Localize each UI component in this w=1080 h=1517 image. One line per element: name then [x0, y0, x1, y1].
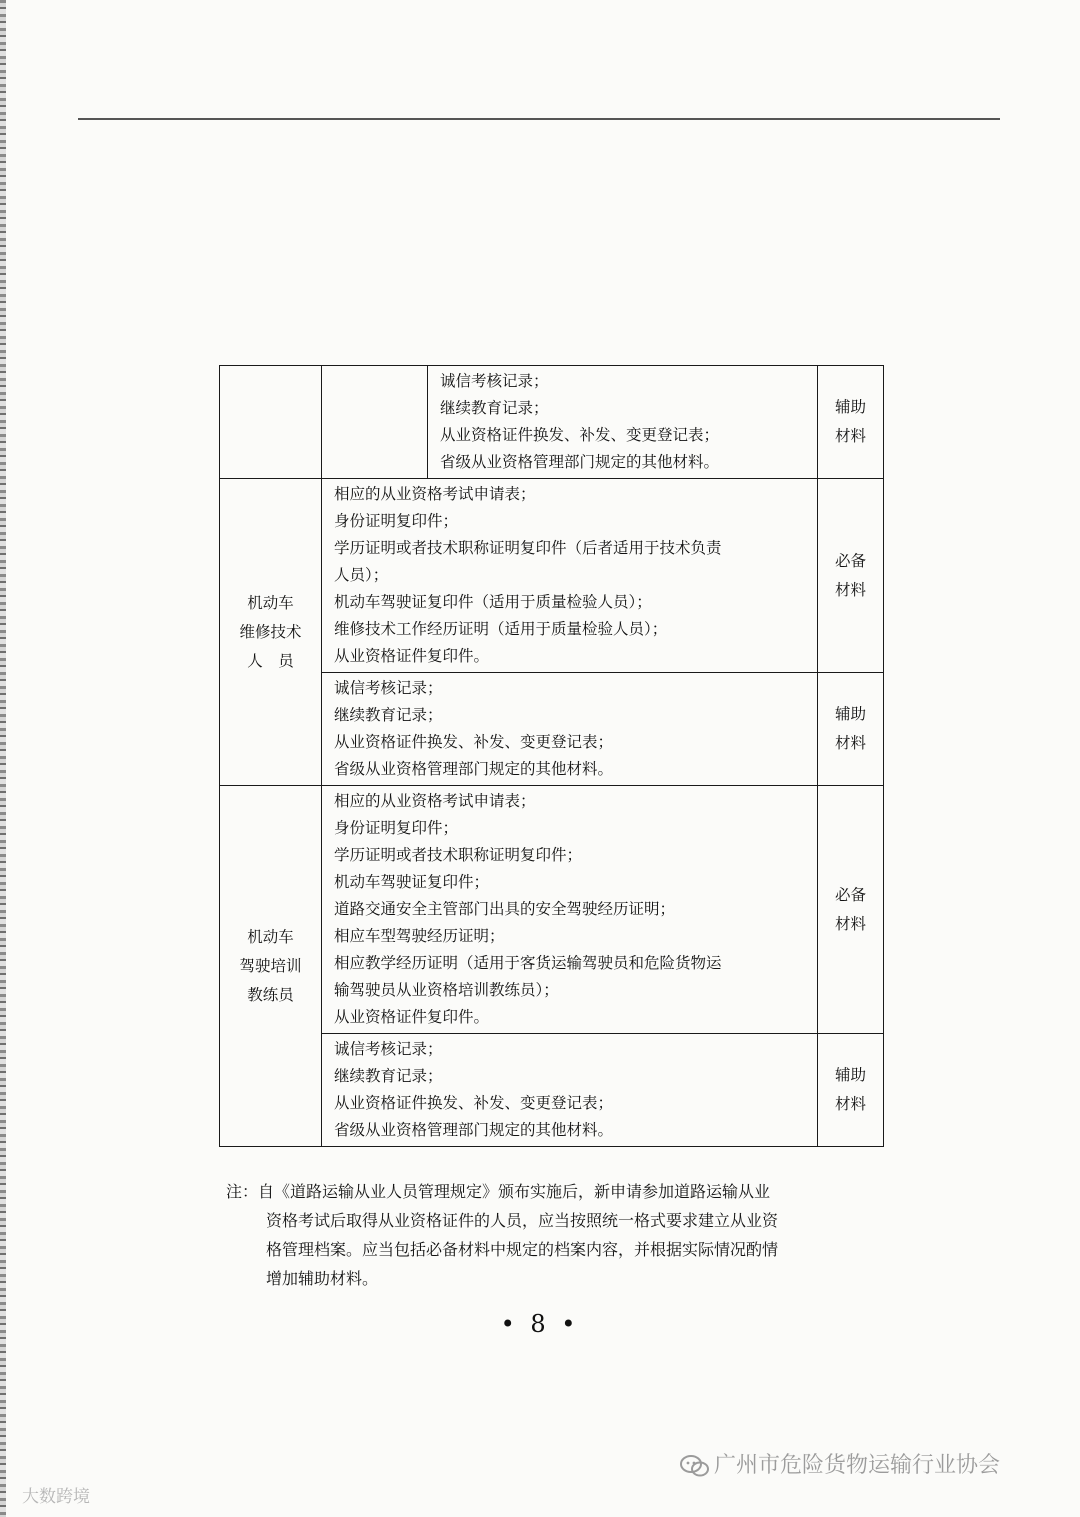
- watermark-right: [680, 1448, 1000, 1479]
- role-cell-empty: [220, 366, 322, 479]
- list-item: 相应的从业资格考试申请表；: [334, 792, 536, 810]
- header-rule: [78, 118, 1000, 120]
- material-type-cell: [818, 479, 884, 673]
- role-label: 教练员: [247, 985, 294, 1004]
- list-item: 维修技术工作经历证明（适用于质量检验人员）；: [334, 620, 668, 638]
- material-type-label: 辅助: [834, 398, 866, 416]
- table-note: [226, 1177, 886, 1293]
- material-type-label: 辅助: [834, 1066, 866, 1084]
- list-item: 省级从业资格管理部门规定的其他材料。: [334, 1121, 614, 1139]
- material-type-label: 材料: [834, 1095, 866, 1113]
- table-row-instructor-required: [220, 786, 884, 1034]
- material-type-label: 必备: [834, 885, 866, 904]
- items-cell: [322, 786, 818, 1034]
- material-type-label: 材料: [834, 734, 866, 752]
- list-item: 诚信考核记录；: [334, 1040, 443, 1058]
- list-item: 学历证明或者技术职称证明复印件（后者适用于技术负责: [334, 539, 722, 557]
- note-line: 增加辅助材料。: [266, 1269, 379, 1288]
- list-item: 身份证明复印件；: [334, 819, 459, 837]
- table-row-continuation: [220, 366, 884, 479]
- note-line: 注：自《道路运输从业人员管理规定》颁布实施后，新申请参加道路运输从业: [226, 1182, 771, 1201]
- watermark-right-text: 广州市危险货物运输行业协会: [714, 1453, 1001, 1478]
- material-type-label: 辅助: [834, 705, 866, 723]
- list-item: 从业资格证件复印件。: [334, 647, 490, 665]
- role-label: 机动车: [247, 927, 294, 946]
- role-label: 驾驶培训: [239, 956, 302, 975]
- note-line: 资格考试后取得从业资格证件的人员，应当按照统一格式要求建立从业资: [266, 1211, 779, 1230]
- list-item: 继续教育记录；: [334, 706, 443, 724]
- table-row-repair-required: [220, 479, 884, 673]
- watermark-left: 大数跨境: [22, 1487, 90, 1507]
- list-item: 人员）；: [334, 566, 389, 584]
- list-item: 从业资格证件复印件。: [334, 1008, 490, 1026]
- list-item: 从业资格证件换发、补发、变更登记表；: [334, 733, 614, 751]
- material-type-cell: [818, 1034, 884, 1147]
- list-item: 省级从业资格管理部门规定的其他材料。: [334, 760, 614, 778]
- role-cell-driving-instructor: [220, 786, 322, 1147]
- scanned-page-edge: [0, 0, 6, 1517]
- list-item: 相应车型驾驶经历证明；: [334, 927, 505, 945]
- list-item: 从业资格证件换发、补发、变更登记表；: [440, 426, 720, 444]
- blank-cell: [322, 366, 428, 479]
- role-label: 维修技术: [239, 622, 302, 641]
- items-cell: [322, 1034, 818, 1147]
- list-item: 身份证明复印件；: [334, 512, 459, 530]
- items-cell: [322, 479, 818, 673]
- material-type-label: 材料: [834, 914, 866, 933]
- material-type-label: 材料: [834, 580, 866, 599]
- note-line: 格管理档案。应当包括必备材料中规定的档案内容，并根据实际情况酌情: [266, 1240, 779, 1259]
- list-item: 相应的从业资格考试申请表；: [334, 485, 536, 503]
- list-item: 道路交通安全主管部门出具的安全驾驶经历证明；: [334, 900, 676, 918]
- list-item: 输驾驶员从业资格培训教练员）；: [334, 981, 559, 999]
- material-type-cell: [818, 786, 884, 1034]
- role-label: 机动车: [247, 593, 294, 612]
- material-type-label: 必备: [834, 551, 866, 570]
- list-item: 诚信考核记录；: [440, 372, 549, 390]
- list-item: 省级从业资格管理部门规定的其他材料。: [440, 453, 720, 471]
- archive-materials-table: [219, 365, 884, 1147]
- list-item: 学历证明或者技术职称证明复印件；: [334, 846, 583, 864]
- material-type-cell: [818, 673, 884, 786]
- list-item: 机动车驾驶证复印件（适用于质量检验人员）；: [334, 593, 652, 611]
- items-cell: [428, 366, 818, 479]
- material-type-label: 材料: [834, 427, 866, 445]
- list-item: 继续教育记录；: [334, 1067, 443, 1085]
- items-cell: [322, 673, 818, 786]
- list-item: 从业资格证件换发、补发、变更登记表；: [334, 1094, 614, 1112]
- material-type-cell: [818, 366, 884, 479]
- role-label: 人 员: [247, 651, 294, 670]
- wechat-icon: [680, 1455, 710, 1477]
- list-item: 机动车驾驶证复印件；: [334, 873, 490, 891]
- role-cell-repair-technician: [220, 479, 322, 786]
- list-item: 继续教育记录；: [440, 399, 549, 417]
- list-item: 诚信考核记录；: [334, 679, 443, 697]
- list-item: 相应教学经历证明（适用于客货运输驾驶员和危险货物运: [334, 954, 722, 972]
- page-number: • 8 •: [500, 1310, 580, 1338]
